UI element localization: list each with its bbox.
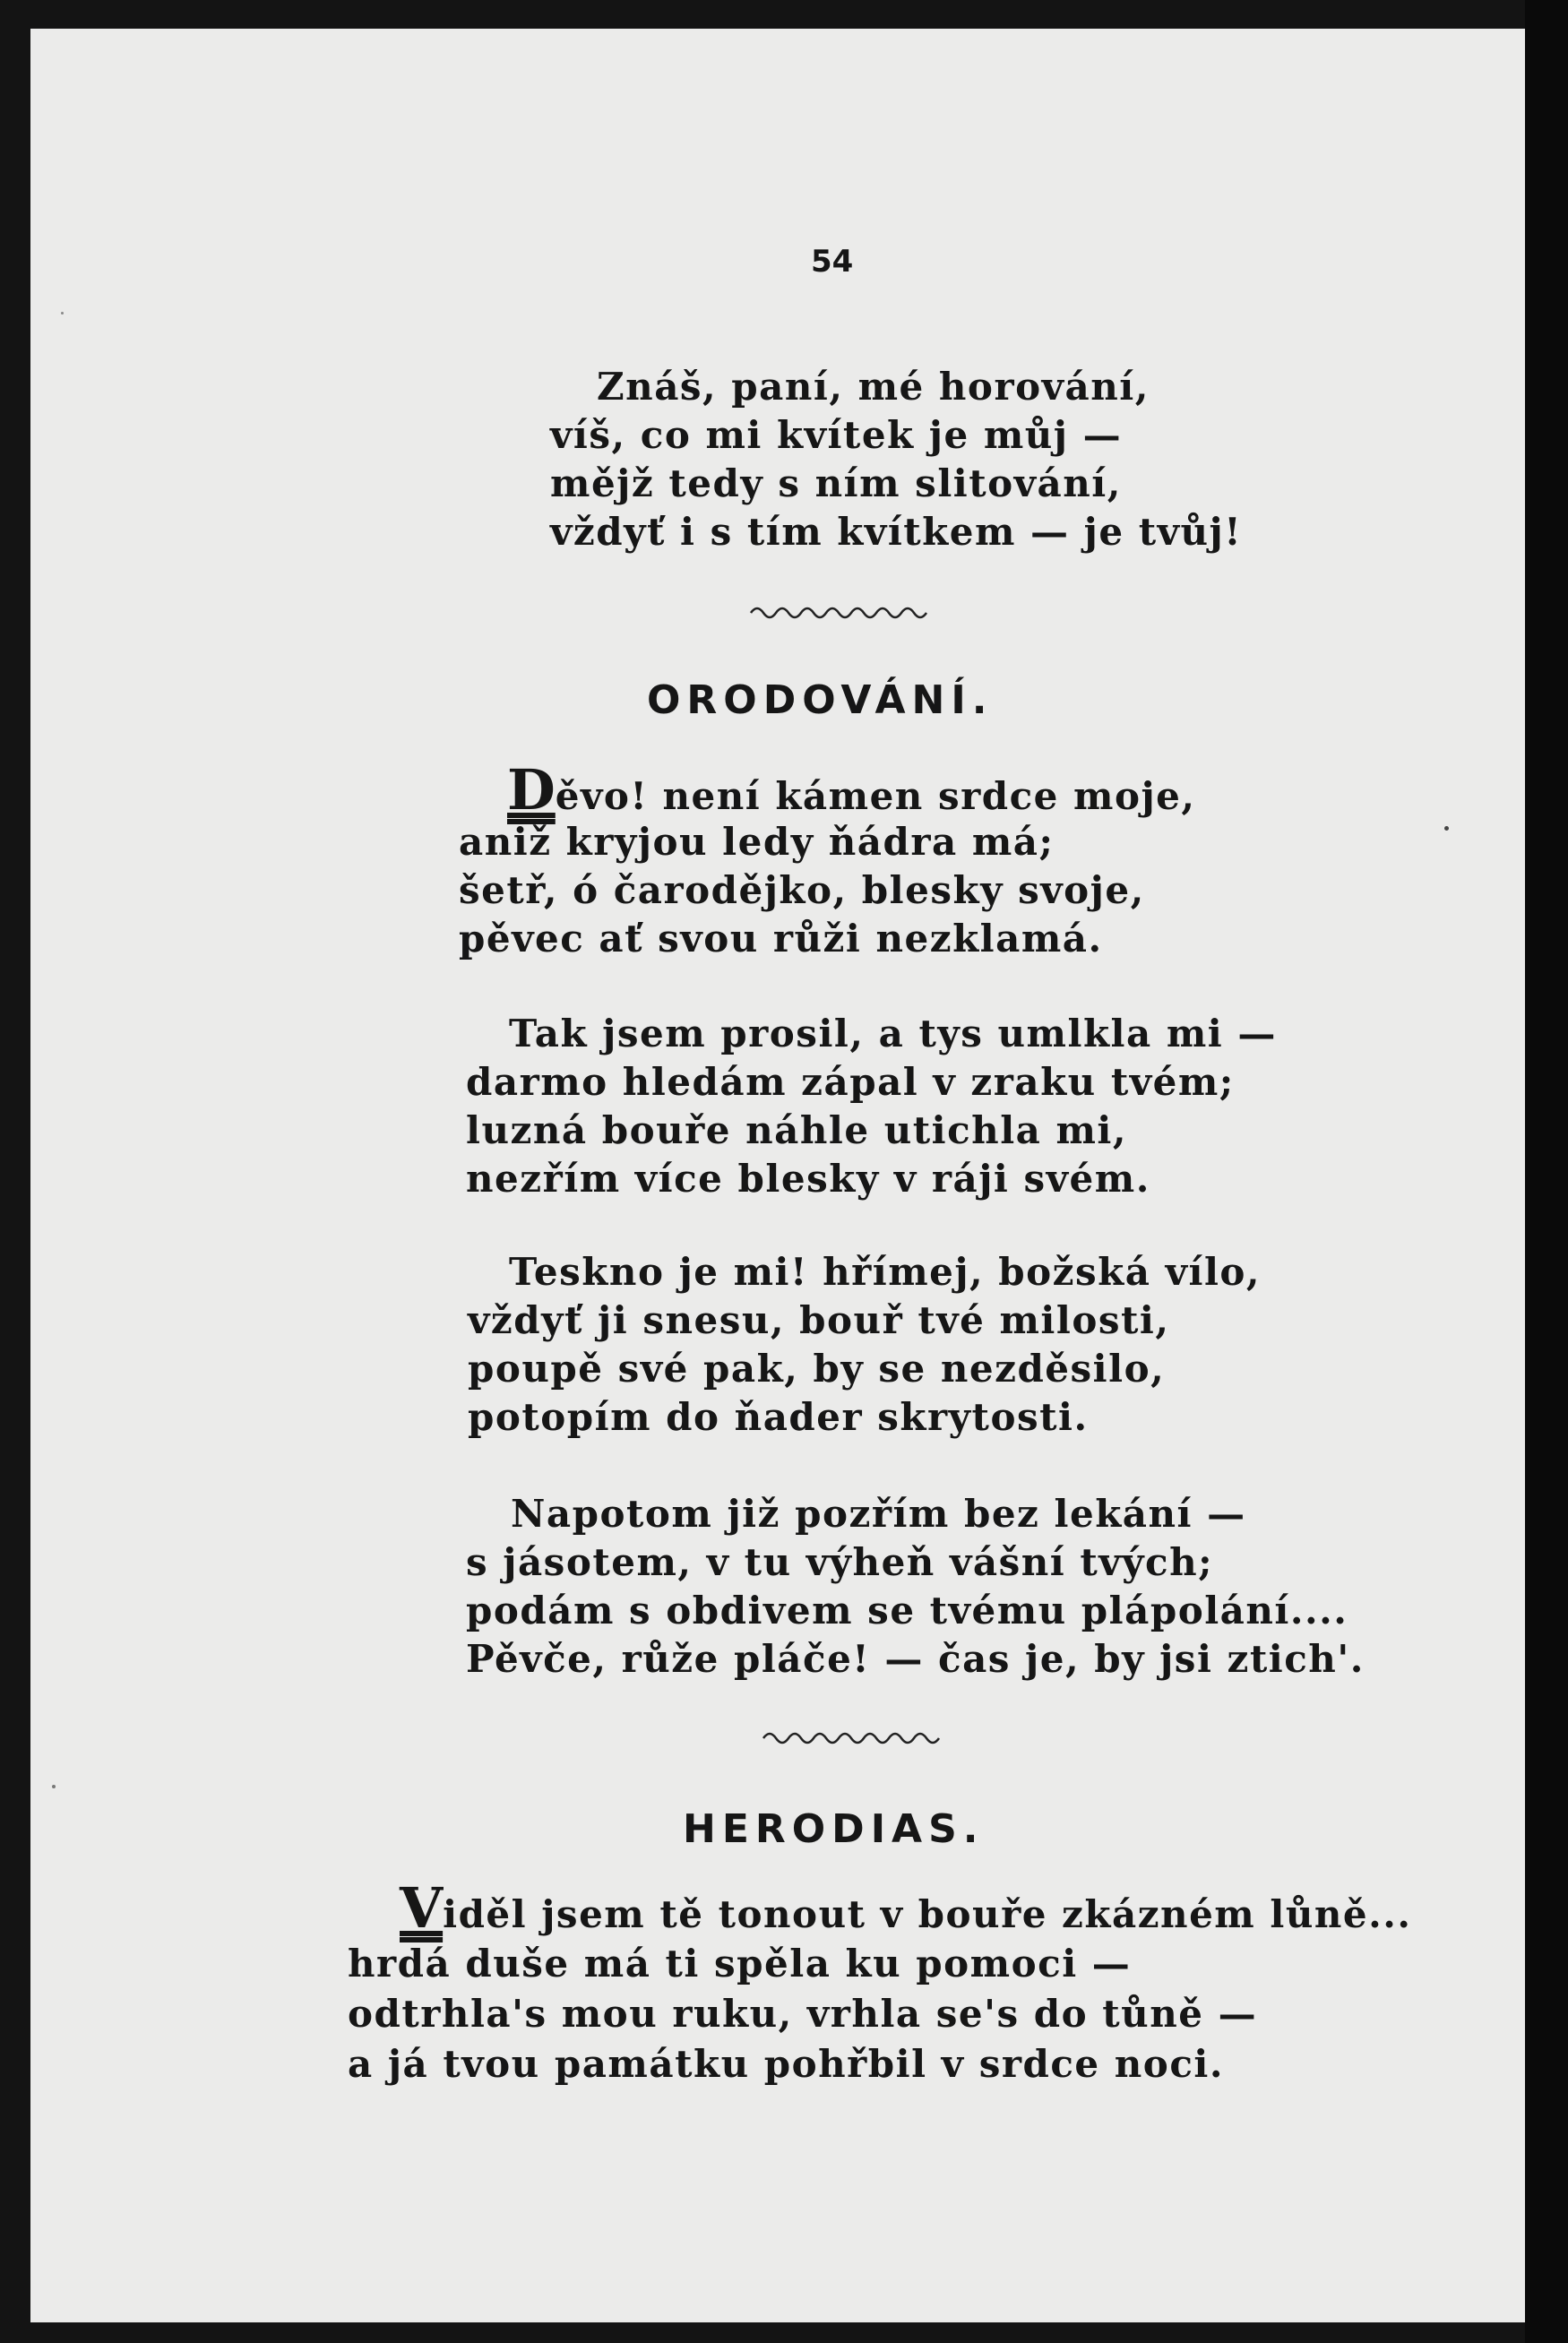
drop-cap: V bbox=[400, 1875, 444, 1941]
verse-line: aniž kryjou ledy ňádra má; bbox=[459, 820, 1055, 864]
verse-line: Napotom již pozřím bez lekání — bbox=[511, 1492, 1246, 1536]
verse-text: iděl jsem tě tonout v bouře zkázném lůně... bbox=[443, 1892, 1412, 1936]
poem-title: ORODOVÁNÍ. bbox=[647, 677, 994, 723]
verse-line-first bbox=[507, 757, 1196, 823]
drop-cap: D bbox=[507, 757, 556, 823]
paper-speck bbox=[52, 1785, 56, 1788]
stanza-prev bbox=[550, 364, 1243, 561]
poem1-stanza-4 bbox=[466, 1491, 1365, 1688]
ornament-divider bbox=[762, 1727, 941, 1745]
poem1-stanza-1 bbox=[459, 757, 1196, 969]
paper-speck bbox=[61, 312, 64, 314]
verse-line-first bbox=[400, 1875, 1412, 1941]
verse-line: šetř, ó čarodějko, blesky svoje, bbox=[459, 868, 1145, 912]
poem1-stanza-2 bbox=[466, 1011, 1277, 1208]
verse-line: Teskno je mi! hřímej, božská vílo, bbox=[509, 1250, 1262, 1294]
verse-line: Tak jsem prosil, a tys umlkla mi — bbox=[509, 1012, 1277, 1055]
paper-speck bbox=[1444, 826, 1449, 831]
verse-text: ěvo! není kámen srdce moje, bbox=[555, 774, 1196, 818]
verse-line: víš, co mi kvítek je můj — bbox=[550, 413, 1123, 457]
verse-line: nezřím více blesky v ráji svém. bbox=[466, 1157, 1150, 1201]
poem1-stanza-3 bbox=[468, 1249, 1274, 1446]
verse-line: Znáš, paní, mé horování, bbox=[597, 365, 1150, 409]
poem-title: HERODIAS. bbox=[683, 1806, 985, 1852]
verse-line: poupě své pak, by se nezděsilo, bbox=[468, 1347, 1166, 1391]
scan-border bbox=[1525, 0, 1568, 2343]
verse-line: hrdá duše má ti spěla ku pomoci — bbox=[348, 1942, 1132, 1986]
verse-line: darmo hledám zápal v zraku tvém; bbox=[466, 1060, 1235, 1104]
verse-line: vždyť i s tím kvítkem — je tvůj! bbox=[550, 510, 1243, 554]
page-number: 54 bbox=[811, 244, 854, 280]
verse-line: luzná bouře náhle utichla mi, bbox=[466, 1108, 1127, 1152]
poem2-stanza-1 bbox=[348, 1875, 1412, 2097]
verse-line: mějž tedy s ním slitování, bbox=[550, 461, 1122, 505]
verse-line: potopím do ňader skrytosti. bbox=[468, 1395, 1089, 1439]
verse-line: pěvec ať svou růži nezklamá. bbox=[459, 917, 1103, 960]
verse-line: podám s obdivem se tvému plápolání.... bbox=[466, 1589, 1348, 1632]
verse-line: s jásotem, v tu výheň vášní tvých; bbox=[466, 1540, 1214, 1584]
verse-line: a já tvou památku pohřbil v srdce noci. bbox=[348, 2042, 1224, 2086]
verse-line: odtrhla's mou ruku, vrhla se's do tůně — bbox=[348, 1992, 1258, 2036]
verse-line: vždyť ji snesu, bouř tvé milosti, bbox=[468, 1298, 1170, 1342]
verse-line: Pěvče, růže pláče! — čas je, by jsi ztich'. bbox=[466, 1637, 1365, 1681]
ornament-divider bbox=[749, 602, 928, 620]
